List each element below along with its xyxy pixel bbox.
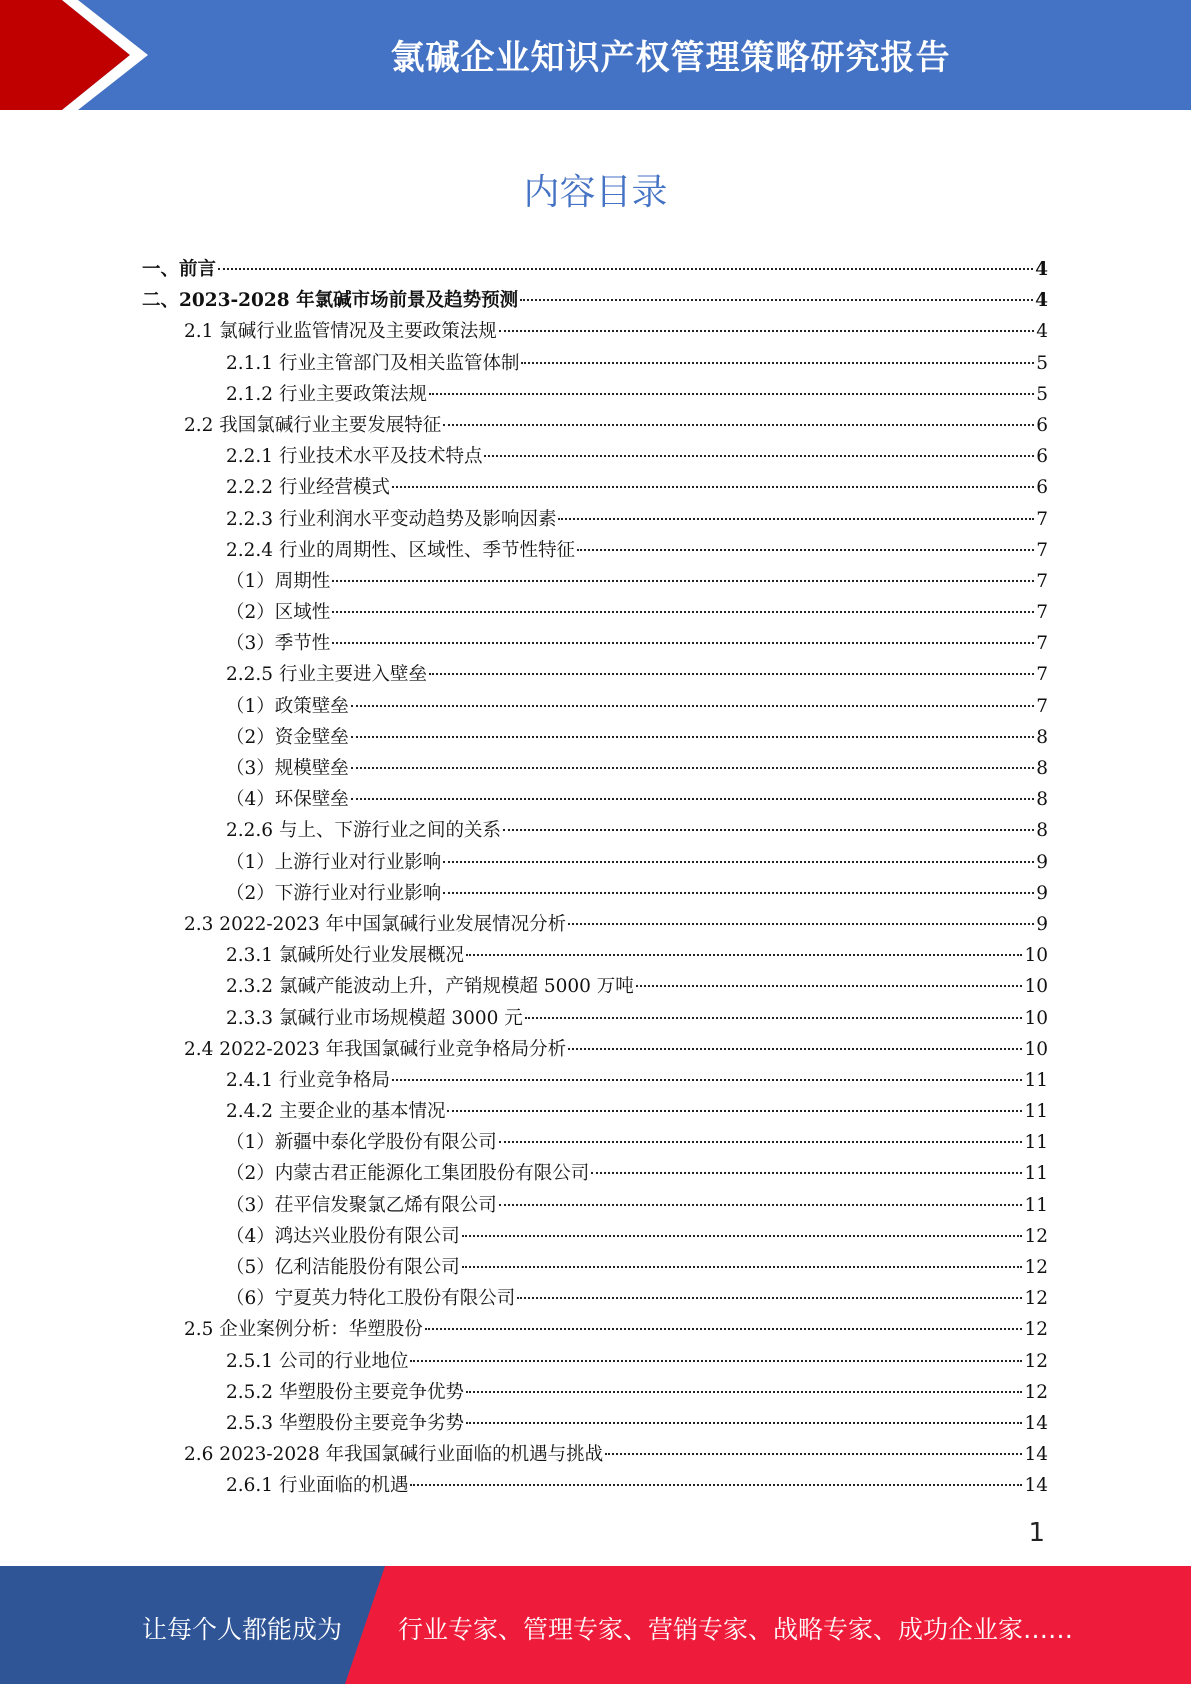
toc-entry-title: 2.3.2 氯碱产能波动上升，产销规模超 5000 万吨 [226, 976, 634, 998]
toc-entry[interactable] [142, 784, 1048, 815]
toc-entry[interactable] [142, 472, 1048, 503]
toc-entry-page: 11 [1024, 1132, 1048, 1154]
page-footer [0, 1566, 1191, 1684]
toc-entry[interactable] [142, 1252, 1048, 1283]
toc-entry-page: 4 [1035, 290, 1048, 312]
toc-entry-page: 9 [1036, 913, 1048, 935]
toc-entry-page: 11 [1024, 1069, 1048, 1091]
dot-leader [425, 1328, 1023, 1330]
dot-leader [568, 923, 1034, 925]
toc-entry-page: 7 [1036, 633, 1048, 655]
toc-entry-page: 5 [1036, 383, 1048, 405]
toc-entry[interactable] [142, 1158, 1048, 1189]
toc-entry-title: 2.2 我国氯碱行业主要发展特征 [184, 414, 442, 436]
toc-entry[interactable] [142, 316, 1048, 347]
dot-leader [636, 985, 1023, 987]
toc-entry[interactable] [142, 1408, 1048, 1439]
toc-entry-page: 8 [1036, 726, 1048, 748]
page-header [0, 0, 1191, 110]
toc-entry-page: 9 [1036, 882, 1048, 904]
dot-leader [484, 455, 1034, 457]
dot-leader [499, 330, 1034, 332]
toc-entry-page: 12 [1024, 1225, 1048, 1247]
toc-entry-title: 2.3.3 氯碱行业市场规模超 3000 元 [226, 1007, 523, 1029]
toc-entry-page: 4 [1035, 259, 1048, 280]
toc-entry-page: 11 [1024, 1163, 1048, 1185]
toc-entry[interactable] [142, 566, 1048, 597]
toc-entry-title: （5）亿利洁能股份有限公司 [226, 1257, 460, 1278]
dot-leader [517, 1297, 1022, 1299]
toc-entry-page: 7 [1036, 602, 1048, 624]
report-title: 氯碱企业知识产权管理策略研究报告 [390, 38, 951, 78]
toc-entry[interactable] [142, 1127, 1048, 1158]
toc-entry[interactable] [142, 348, 1048, 379]
dot-leader [429, 393, 1034, 395]
toc-entry-page: 14 [1024, 1444, 1048, 1466]
dot-leader [392, 486, 1034, 488]
toc-entry-title: 2.2.2 行业经营模式 [226, 477, 390, 499]
toc-entry[interactable] [142, 659, 1048, 690]
toc-entry[interactable] [142, 1190, 1048, 1221]
dot-leader [332, 611, 1034, 613]
toc-entry[interactable] [142, 441, 1048, 472]
toc-entry[interactable] [142, 1439, 1048, 1470]
dot-leader [429, 673, 1034, 675]
dot-leader [462, 1266, 1023, 1268]
toc-entry-page: 8 [1036, 789, 1048, 811]
toc-entry-title: 2.2.6 与上、下游行业之间的关系 [226, 820, 501, 842]
toc-entry-title: 2.2.5 行业主要进入壁垒 [226, 664, 427, 686]
toc-entry[interactable] [142, 691, 1048, 722]
dot-leader [520, 299, 1033, 301]
toc-entry-title: 2.6.1 行业面临的机遇 [226, 1475, 409, 1497]
toc-entry-title: 2.4.2 主要企业的基本情况 [226, 1101, 446, 1123]
toc-entry-title: 2.2.4 行业的周期性、区域性、季节性特征 [226, 539, 575, 561]
toc-entry-page: 10 [1024, 945, 1048, 967]
toc-entry-page: 6 [1036, 446, 1048, 468]
toc-entry-page: 12 [1024, 1381, 1048, 1403]
dot-leader [521, 362, 1034, 364]
dot-leader [568, 1048, 1022, 1050]
toc-entry[interactable] [142, 1346, 1048, 1377]
toc-entry[interactable] [142, 1096, 1048, 1127]
toc-entry[interactable] [142, 1283, 1048, 1314]
toc-entry-page: 6 [1036, 414, 1048, 436]
dot-leader [591, 1172, 1022, 1174]
toc-entry-title: 2.4 2022-2023 年我国氯碱行业竞争格局分析 [184, 1038, 567, 1060]
toc-entry[interactable] [142, 722, 1048, 753]
toc-entry[interactable] [142, 1314, 1048, 1345]
toc-entry-title: 2.2.3 行业利润水平变动趋势及影响因素 [226, 508, 557, 530]
page-number: 1 [1028, 1518, 1045, 1548]
toc-entry[interactable] [142, 909, 1048, 940]
toc-entry-title: 2.5.2 华塑股份主要竞争优势 [226, 1381, 464, 1403]
toc-entry-title: 2.1 氯碱行业监管情况及主要政策法规 [184, 321, 497, 343]
toc-entry[interactable] [142, 1034, 1048, 1065]
toc-entry[interactable] [142, 940, 1048, 971]
dot-leader [466, 1391, 1022, 1393]
toc-entry-title: 二、2023-2028 年氯碱市场前景及趋势预测 [142, 290, 519, 312]
dot-leader [410, 1484, 1022, 1486]
toc-entry-title: 2.5.1 公司的行业地位 [226, 1350, 409, 1372]
dot-leader [605, 1453, 1022, 1455]
toc-entry-title: 2.2.1 行业技术水平及技术特点 [226, 446, 483, 468]
toc-entry-page: 10 [1024, 976, 1048, 998]
toc-entry-title: 2.1.1 行业主管部门及相关监管体制 [226, 352, 520, 374]
toc-entry-title: （1）上游行业对行业影响 [226, 851, 442, 873]
toc-entry-page: 9 [1036, 851, 1048, 873]
toc-entry-page: 10 [1024, 1007, 1048, 1029]
toc-entry-page: 10 [1024, 1038, 1048, 1060]
toc-entry-title: 2.5.3 华塑股份主要竞争劣势 [226, 1412, 464, 1434]
toc-entry-title: （2）内蒙古君正能源化工集团股份有限公司 [226, 1163, 590, 1185]
dot-leader [525, 1017, 1023, 1019]
toc-heading: 内容目录 [523, 172, 668, 213]
dot-leader [443, 892, 1034, 894]
toc-entry[interactable] [142, 971, 1048, 1002]
dot-leader [466, 1422, 1022, 1424]
toc-entry[interactable] [142, 1221, 1048, 1252]
toc-entry[interactable] [142, 753, 1048, 784]
toc-entry-title: （1）政策壁垒 [226, 695, 349, 717]
toc-entry[interactable] [142, 410, 1048, 441]
dot-leader [443, 861, 1034, 863]
toc-entry-page: 7 [1036, 539, 1048, 561]
footer-slogan-left: 让每个人都能成为 [142, 1615, 343, 1644]
toc-entry-title: （2）下游行业对行业影响 [226, 882, 442, 904]
toc-entry-title: 2.6 2023-2028 年我国氯碱行业面临的机遇与挑战 [184, 1444, 604, 1466]
toc-entry-page: 12 [1024, 1257, 1048, 1278]
toc-entry-title: （3）茌平信发聚氯乙烯有限公司 [226, 1194, 497, 1216]
toc-entry[interactable] [142, 254, 1048, 285]
dot-leader [410, 1360, 1022, 1362]
toc-entry[interactable] [142, 1377, 1048, 1408]
toc-entry-page: 7 [1036, 570, 1048, 592]
toc-entry-title: （1）周期性 [226, 570, 331, 592]
toc-entry-title: （4）环保壁垒 [226, 789, 349, 811]
dot-leader [351, 705, 1034, 707]
toc-entry-page: 4 [1036, 321, 1048, 343]
toc-entry-title: （4）鸿达兴业股份有限公司 [226, 1225, 460, 1247]
toc-entry-title: （3）季节性 [226, 633, 331, 655]
toc-entry-page: 12 [1024, 1319, 1048, 1341]
dot-leader [577, 549, 1034, 551]
dot-leader [503, 829, 1034, 831]
toc-entry-page: 6 [1036, 477, 1048, 499]
table-of-contents [142, 254, 1048, 1502]
dot-leader [332, 642, 1034, 644]
toc-entry-title: 2.3.1 氯碱所处行业发展概况 [226, 945, 464, 967]
toc-entry-title: 2.4.1 行业竞争格局 [226, 1069, 390, 1091]
toc-entry-page: 5 [1036, 352, 1048, 374]
dot-leader [447, 1110, 1022, 1112]
toc-entry[interactable] [142, 878, 1048, 909]
toc-entry-page: 7 [1036, 695, 1048, 717]
toc-entry-page: 11 [1024, 1194, 1048, 1216]
toc-entry[interactable] [142, 597, 1048, 628]
toc-entry[interactable] [142, 1470, 1048, 1501]
toc-entry[interactable] [142, 1003, 1048, 1034]
dot-leader [351, 736, 1034, 738]
dot-leader [558, 518, 1034, 520]
toc-entry-title: 2.3 2022-2023 年中国氯碱行业发展情况分析 [184, 913, 567, 935]
dot-leader [499, 1141, 1023, 1143]
dot-leader [218, 268, 1033, 270]
toc-entry-page: 7 [1036, 664, 1048, 686]
dot-leader [332, 580, 1034, 582]
toc-entry-title: 一、前言 [142, 259, 217, 280]
dot-leader [462, 1235, 1023, 1237]
dot-leader [392, 1079, 1022, 1081]
toc-entry[interactable] [142, 379, 1048, 410]
toc-entry[interactable] [142, 628, 1048, 659]
toc-entry-page: 14 [1024, 1412, 1048, 1434]
toc-entry-title: （3）规模壁垒 [226, 758, 349, 779]
dot-leader [351, 767, 1034, 769]
dot-leader [499, 1204, 1023, 1206]
toc-entry-title: （6）宁夏英力特化工股份有限公司 [226, 1288, 516, 1310]
toc-entry-title: （2）区域性 [226, 602, 331, 624]
toc-entry[interactable] [142, 535, 1048, 566]
toc-entry-page: 12 [1024, 1350, 1048, 1372]
toc-entry-title: 2.5 企业案例分析：华塑股份 [184, 1319, 423, 1341]
toc-entry-title: 2.1.2 行业主要政策法规 [226, 383, 427, 405]
toc-entry-page: 11 [1024, 1101, 1048, 1123]
dot-leader [351, 798, 1034, 800]
dot-leader [466, 954, 1022, 956]
toc-entry-page: 7 [1036, 508, 1048, 530]
footer-slogan-right: 行业专家、管理专家、营销专家、战略专家、成功企业家…… [398, 1615, 1074, 1644]
toc-entry-page: 12 [1024, 1288, 1048, 1310]
toc-entry[interactable] [142, 1065, 1048, 1096]
toc-entry-page: 8 [1036, 820, 1048, 842]
toc-entry-title: （2）资金壁垒 [226, 726, 349, 748]
toc-entry-title: （1）新疆中泰化学股份有限公司 [226, 1132, 497, 1154]
toc-entry-page: 14 [1024, 1475, 1048, 1497]
toc-entry-page: 8 [1036, 758, 1048, 779]
dot-leader [443, 424, 1034, 426]
toc-entry[interactable] [142, 285, 1048, 316]
toc-entry[interactable] [142, 504, 1048, 535]
toc-entry[interactable] [142, 847, 1048, 878]
toc-entry[interactable] [142, 815, 1048, 846]
